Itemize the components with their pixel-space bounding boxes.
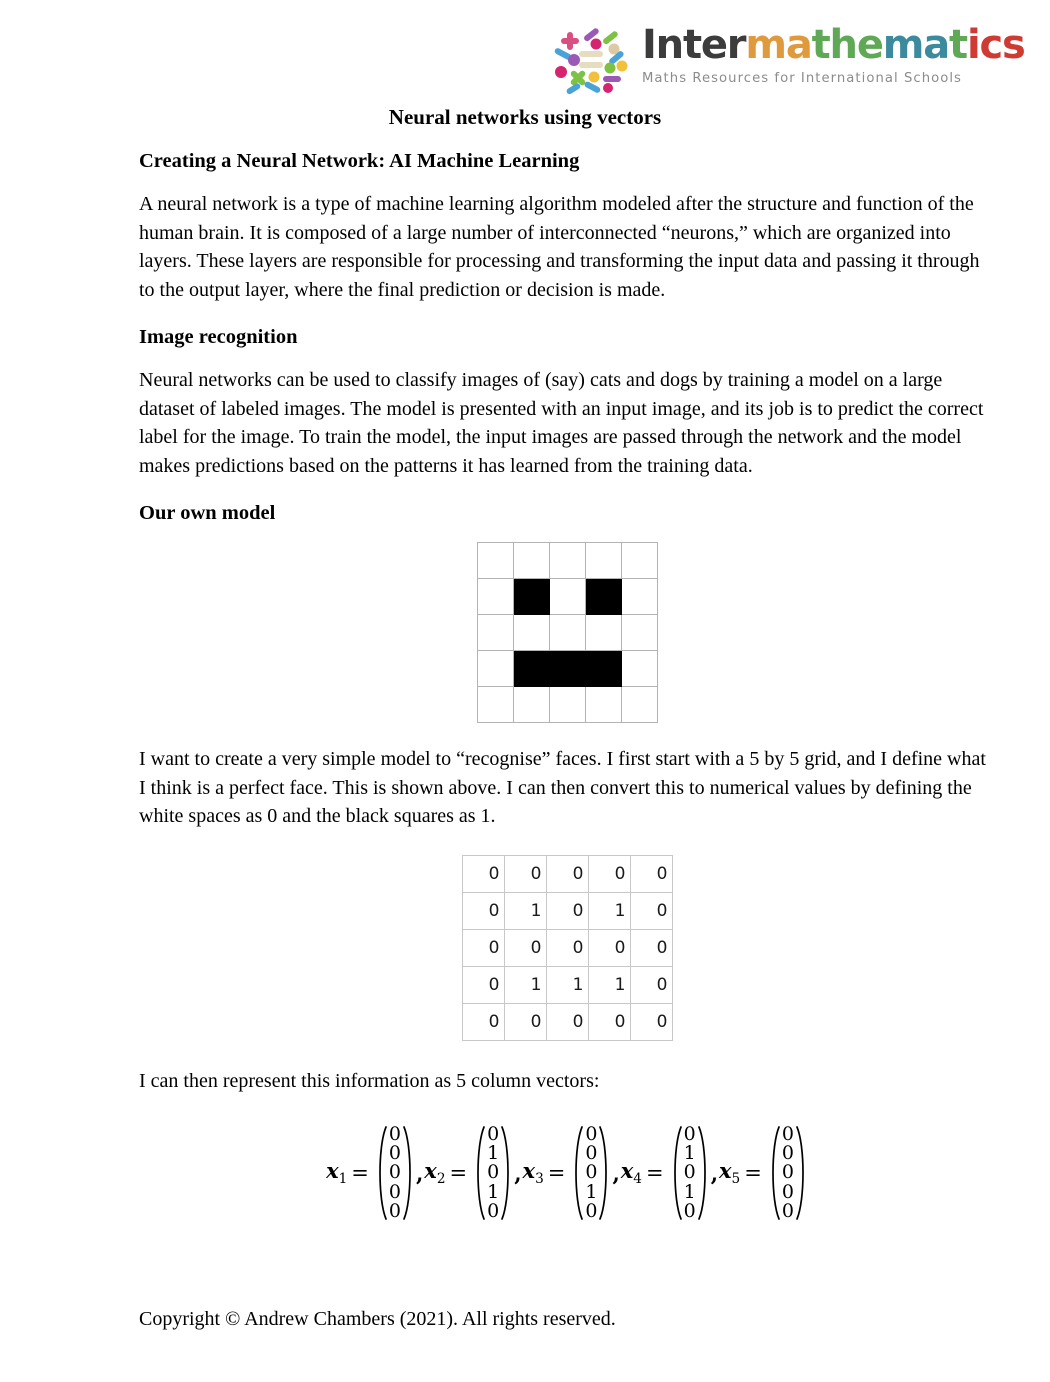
- logo-word-part-4: ma: [882, 22, 950, 68]
- number-grid-cell-r3-c2: 0: [504, 929, 546, 966]
- number-grid-cell-r2-c3: 0: [546, 892, 588, 929]
- face-grid-cell-r3-c2: [513, 615, 549, 651]
- face-grid-cell-r2-c1: [477, 579, 513, 615]
- vector-label-x2: $x_2$: [424, 1158, 446, 1188]
- number-grid-cell-r5-c3: 0: [546, 1003, 588, 1040]
- face-grid-cell-r1-c3: [549, 543, 585, 579]
- vector-value-3: 0: [388, 1161, 401, 1184]
- column-vector-x5: [719, 1125, 808, 1221]
- face-grid-cell-r1-c2: [513, 543, 549, 579]
- number-grid-cell-r1-c2: 0: [504, 855, 546, 892]
- logo-tagline: Maths Resources for International Schools: [642, 71, 962, 86]
- vector-value-2: 0: [585, 1142, 598, 1165]
- vector-separator: ,: [612, 1160, 620, 1186]
- face-grid-cell-r5-c4: [585, 687, 621, 723]
- number-grid-body: [462, 855, 672, 1040]
- number-grid-cell-r1-c1: 0: [462, 855, 504, 892]
- number-grid-cell-r1-c3: 0: [546, 855, 588, 892]
- number-grid-row: [462, 966, 672, 1003]
- logo-word-part-1: Inter: [642, 22, 746, 68]
- number-grid-cell-r4-c3: 1: [546, 966, 588, 1003]
- vector-equals-sign: =: [547, 1161, 566, 1185]
- vector-value-3: 0: [683, 1161, 696, 1184]
- paragraph-before-vectors: I can then represent this information as 5 column vectors:: [139, 1069, 600, 1092]
- number-grid-cell-r3-c1: 0: [462, 929, 504, 966]
- face-grid-cell-r3-c3: [549, 615, 585, 651]
- vector-bracket-group: [670, 1125, 710, 1221]
- face-grid-cell-r5-c5: [621, 687, 657, 723]
- paragraph-after-face-grid: I want to create a very simple model to “recognise” faces. I first start with a 5 by 5 grid, and I define what I think is a perfect face. This is shown above. I can then convert this to numerical values by defining the white spaces as 0 and the black squares as 1.: [139, 748, 986, 827]
- document-content: [139, 148, 995, 1221]
- face-grid-cell-r5-c2: [513, 687, 549, 723]
- vector-value-2: 0: [781, 1142, 794, 1165]
- number-grid-row: [462, 1003, 672, 1040]
- intermathematics-symbols-icon: [548, 22, 636, 96]
- vector-bracket-group: [768, 1125, 808, 1221]
- copyright-footer: Copyright © Andrew Chambers (2021). All rights reserved.: [139, 1308, 616, 1330]
- vector-values: [584, 1125, 598, 1221]
- vector-values: [683, 1125, 697, 1221]
- logo-wordmark: [642, 23, 1025, 67]
- vector-value-5: 0: [487, 1199, 500, 1222]
- number-grid-row: [462, 855, 672, 892]
- face-grid-cell-r3-c1: [477, 615, 513, 651]
- paragraph-neural-network-intro: A neural network is a type of machine learning algorithm modeled after the structure and function of the human brain. It is composed of a large number of interconnected “neurons,” which are organized into layers. These layers are responsible for processing and transforming the input data and passing it through to the output layer, where the final prediction or decision is made.: [139, 193, 980, 301]
- vector-value-1: 0: [487, 1123, 500, 1145]
- vector-value-5: 0: [683, 1199, 696, 1222]
- face-grid-figure: [139, 542, 995, 723]
- number-grid-cell-r5-c1: 0: [462, 1003, 504, 1040]
- column-vector-x1: [326, 1125, 424, 1221]
- section-heading-our-own-model: Our own model: [139, 502, 276, 524]
- face-grid-row: [477, 543, 657, 579]
- number-grid-cell-r5-c5: 0: [630, 1003, 672, 1040]
- face-grid-cell-r4-c1: [477, 651, 513, 687]
- vector-separator: ,: [415, 1160, 424, 1186]
- number-grid-cell-r2-c4: 1: [588, 892, 630, 929]
- vector-value-3: 0: [585, 1161, 598, 1184]
- vector-values: [388, 1125, 402, 1221]
- number-grid: [462, 855, 673, 1041]
- vector-value-5: 0: [388, 1199, 401, 1222]
- face-grid-cell-r2-c2: [513, 579, 549, 615]
- vector-value-3: 0: [487, 1161, 500, 1184]
- vector-bracket-group: [571, 1125, 611, 1221]
- face-grid-cell-r4-c3: [549, 651, 585, 687]
- vector-equals-sign: =: [351, 1161, 369, 1185]
- column-vector-x2: [424, 1125, 522, 1221]
- column-vectors-figure: [139, 1125, 995, 1221]
- face-grid-cell-r5-c3: [549, 687, 585, 723]
- face-grid-cell-r1-c4: [585, 543, 621, 579]
- vector-value-1: 0: [585, 1123, 598, 1145]
- vector-value-1: 0: [388, 1123, 401, 1145]
- face-grid-cell-r1-c1: [477, 543, 513, 579]
- face-grid-cell-r2-c5: [621, 579, 657, 615]
- vector-value-4: 1: [585, 1180, 598, 1203]
- vector-values: [781, 1125, 795, 1221]
- face-grid-cell-r1-c5: [621, 543, 657, 579]
- face-grid-cell-r2-c3: [549, 579, 585, 615]
- face-grid-cell-r4-c5: [621, 651, 657, 687]
- vector-value-5: 0: [781, 1199, 794, 1222]
- face-grid-cell-r2-c4: [585, 579, 621, 615]
- number-grid-cell-r3-c3: 0: [546, 929, 588, 966]
- vector-value-5: 0: [585, 1199, 598, 1222]
- column-vector-x3: [523, 1125, 621, 1221]
- face-grid-row: [477, 615, 657, 651]
- number-grid-cell-r1-c4: 0: [588, 855, 630, 892]
- column-vector-x4: [621, 1125, 719, 1221]
- logo-word-part-5: t: [949, 22, 967, 68]
- vector-value-4: 1: [683, 1180, 696, 1203]
- vector-label-x4: $x_4$: [620, 1158, 642, 1188]
- face-grid-row: [477, 651, 657, 687]
- number-grid-row: [462, 892, 672, 929]
- face-grid-cell-r5-c1: [477, 687, 513, 723]
- vector-value-1: 0: [683, 1123, 696, 1145]
- number-grid-cell-r3-c4: 0: [588, 929, 630, 966]
- number-grid-cell-r4-c1: 0: [462, 966, 504, 1003]
- vector-separator: ,: [710, 1160, 718, 1186]
- vector-bracket-group: [473, 1125, 513, 1221]
- logo-word-part-2: ma: [745, 22, 812, 68]
- number-grid-cell-r2-c1: 0: [462, 892, 504, 929]
- face-grid-cell-r3-c4: [585, 615, 621, 651]
- vector-label-x1: $x_1$: [326, 1158, 348, 1188]
- vector-value-4: 1: [487, 1180, 500, 1203]
- number-grid-row: [462, 929, 672, 966]
- face-grid-cell-r4-c4: [585, 651, 621, 687]
- vector-separator: ,: [514, 1160, 522, 1186]
- logo-word-part-6: ics: [966, 22, 1025, 68]
- number-grid-cell-r2-c5: 0: [630, 892, 672, 929]
- face-grid-row: [477, 579, 657, 615]
- vector-value-2: 1: [487, 1142, 500, 1165]
- number-grid-cell-r5-c2: 0: [504, 1003, 546, 1040]
- vector-values: [486, 1125, 500, 1221]
- page-title: Neural networks using vectors: [388, 105, 662, 129]
- number-grid-cell-r4-c4: 1: [588, 966, 630, 1003]
- face-grid-row: [477, 687, 657, 723]
- vector-equals-sign: =: [645, 1161, 664, 1185]
- number-grid-cell-r5-c4: 0: [588, 1003, 630, 1040]
- vector-value-4: 0: [388, 1180, 401, 1203]
- paragraph-image-recognition: Neural networks can be used to classify images of (say) cats and dogs by training a model on a large dataset of labeled images. The model is presented with an input image, and its job is to predict the correct label for the image. To train the model, the input images are passed through the network and the model makes predictions based on the patterns it has learned from the training data.: [139, 369, 984, 477]
- number-grid-cell-r4-c2: 1: [504, 966, 546, 1003]
- number-grid-cell-r2-c2: 1: [504, 892, 546, 929]
- vector-value-3: 0: [781, 1161, 794, 1184]
- vector-label-x5: $x_5$: [719, 1158, 741, 1188]
- site-logo: [548, 22, 1025, 100]
- number-grid-figure: [139, 855, 995, 1041]
- face-grid-cell-r3-c5: [621, 615, 657, 651]
- logo-word-part-3: the: [811, 22, 883, 68]
- number-grid-cell-r1-c5: 0: [630, 855, 672, 892]
- number-grid-cell-r3-c5: 0: [630, 929, 672, 966]
- vector-value-1: 0: [781, 1123, 794, 1145]
- vector-equals-sign: =: [449, 1161, 468, 1185]
- section-heading-creating-nn: Creating a Neural Network: AI Machine Learning: [139, 150, 580, 172]
- face-grid: [477, 542, 658, 723]
- vector-equals-sign: =: [744, 1161, 762, 1185]
- vector-label-x3: $x_3$: [522, 1158, 544, 1188]
- section-heading-image-recognition: Image recognition: [139, 326, 298, 348]
- vector-bracket-group: [375, 1125, 415, 1221]
- face-grid-body: [477, 543, 657, 723]
- vector-value-4: 0: [781, 1180, 794, 1203]
- number-grid-cell-r4-c5: 0: [630, 966, 672, 1003]
- vector-value-2: 0: [388, 1142, 401, 1165]
- vector-value-2: 1: [683, 1142, 696, 1165]
- face-grid-cell-r4-c2: [513, 651, 549, 687]
